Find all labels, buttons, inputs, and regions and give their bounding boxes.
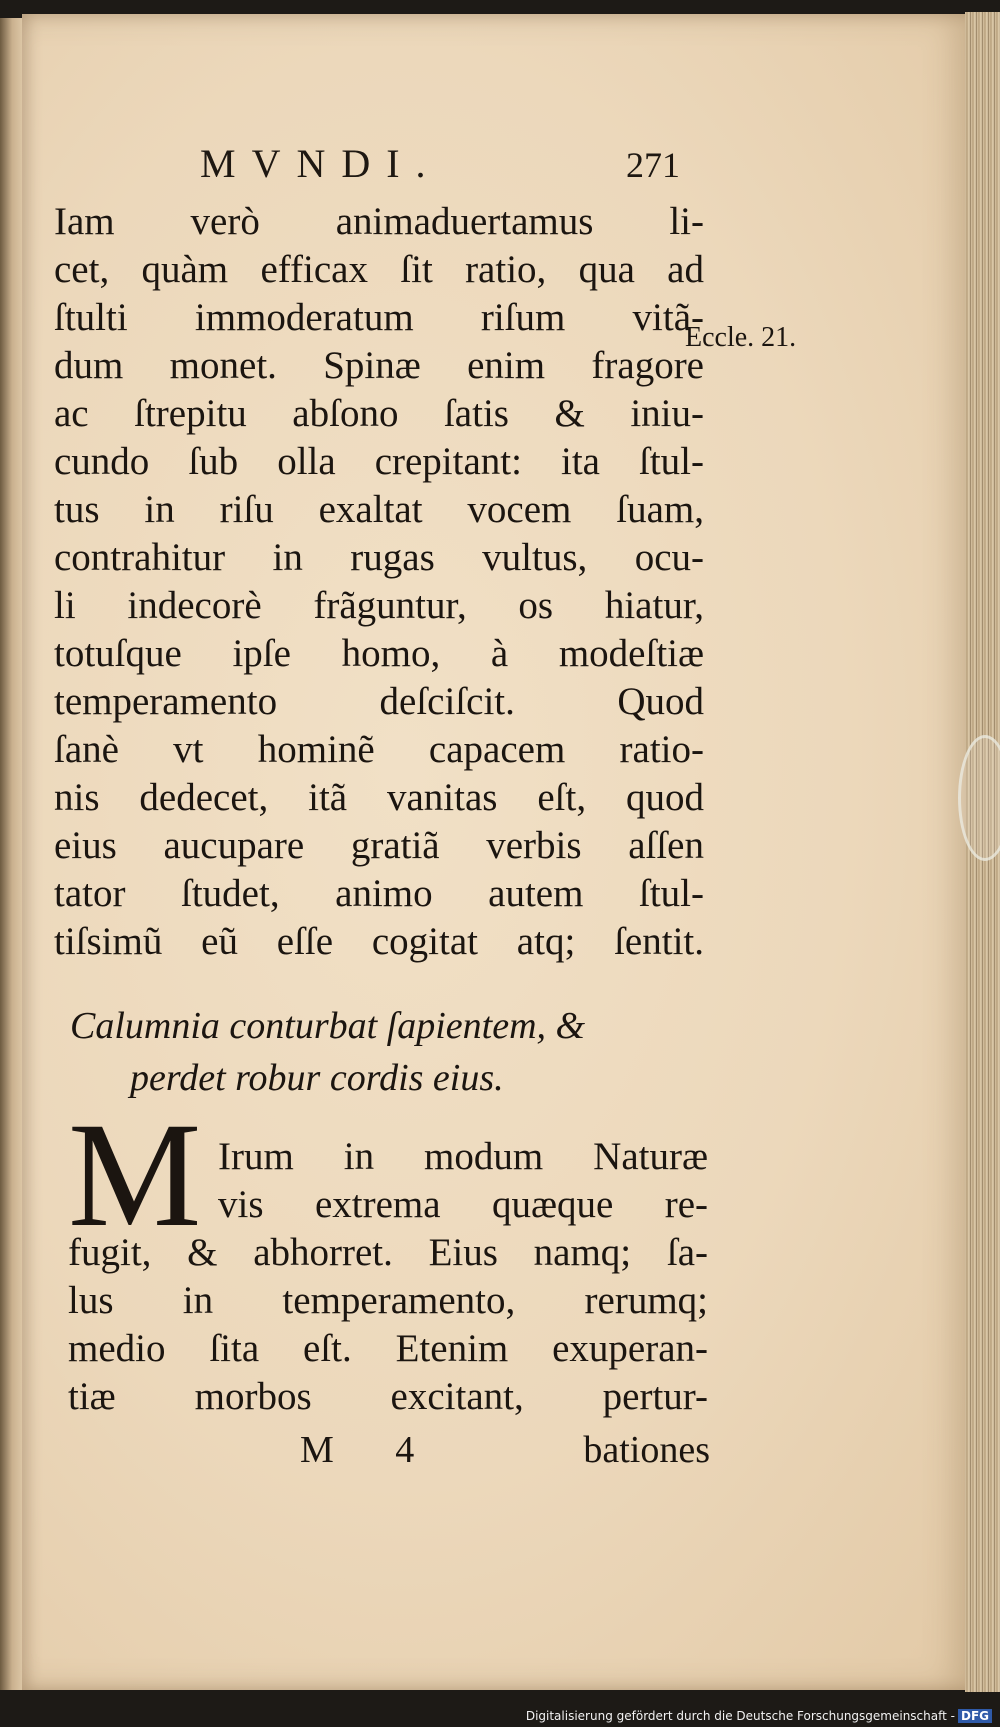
text-line: vis extrema quæque re-: [218, 1183, 708, 1226]
credit-text: Digitalisierung gefördert durch die Deutsche Forschungsgemeinschaft -: [525, 1709, 955, 1723]
text-line: eius aucupare gratiã verbis aſſen: [54, 824, 704, 867]
catchword: bationes: [583, 1429, 710, 1471]
text-line: ſtulti immoderatum riſum vitã-: [54, 296, 704, 339]
heading-line: perdet robur cordis eius.: [130, 1057, 504, 1099]
text-line: dum monet. Spinæ enim fragore: [54, 344, 704, 387]
text-line: medio ſita eſt. Etenim exuperan-: [68, 1327, 708, 1370]
text-line: totuſque ipſe homo, à modeſtiæ: [54, 632, 704, 675]
margin-note: Eccle. 21.: [685, 322, 797, 353]
dfg-logo: DFG: [958, 1709, 992, 1723]
heading-line: Calumnia conturbat ſapientem, &: [70, 1005, 586, 1047]
text-line: lus in temperamento, rerumq;: [68, 1279, 708, 1322]
text-line: Irum in modum Naturæ: [218, 1135, 708, 1178]
signature-mark: M 4: [300, 1429, 441, 1471]
text-line: Iam verò animaduertamus li-: [54, 200, 704, 243]
text-line: ac ſtrepitu abſono ſatis & iniu-: [54, 392, 704, 435]
text-line: cet, quàm efficax ſit ratio, qua ad: [54, 248, 704, 291]
paragraph-2: [68, 1133, 708, 1421]
italic-heading: [70, 1000, 710, 1104]
text-line: fugit, & abhorret. Eius namq; ſa-: [68, 1231, 708, 1274]
text-line: tiæ morbos excitant, pertur-: [68, 1375, 708, 1418]
text-line: tus in riſu exaltat vocem ſuam,: [54, 488, 704, 531]
text-line: temperamento deſciſcit. Quod: [54, 680, 704, 723]
paragraph-1: [54, 198, 704, 966]
page-number: 271: [626, 145, 680, 185]
text-line: li indecorè frãguntur, os hiatur,: [54, 584, 704, 627]
text-line: cundo ſub olla crepitant: ita ſtul-: [54, 440, 704, 483]
drop-cap: M: [68, 1092, 202, 1258]
digitization-credit: [526, 1709, 992, 1723]
left-page-gutter: [0, 18, 22, 1690]
running-title: MVNDI.: [200, 141, 442, 186]
text-line: tiſsimũ eũ eſſe cogitat atq; ſentit.: [54, 920, 704, 963]
text-line: contrahitur in rugas vultus, ocu-: [54, 536, 704, 579]
text-line: nis dedecet, itã vanitas eſt, quod: [54, 776, 704, 819]
page-footer: [300, 1428, 710, 1478]
text-line: tator ſtudet, animo autem ſtul-: [54, 872, 704, 915]
text-line: ſanè vt hominẽ capacem ratio-: [54, 728, 704, 771]
page-header: [200, 140, 680, 190]
